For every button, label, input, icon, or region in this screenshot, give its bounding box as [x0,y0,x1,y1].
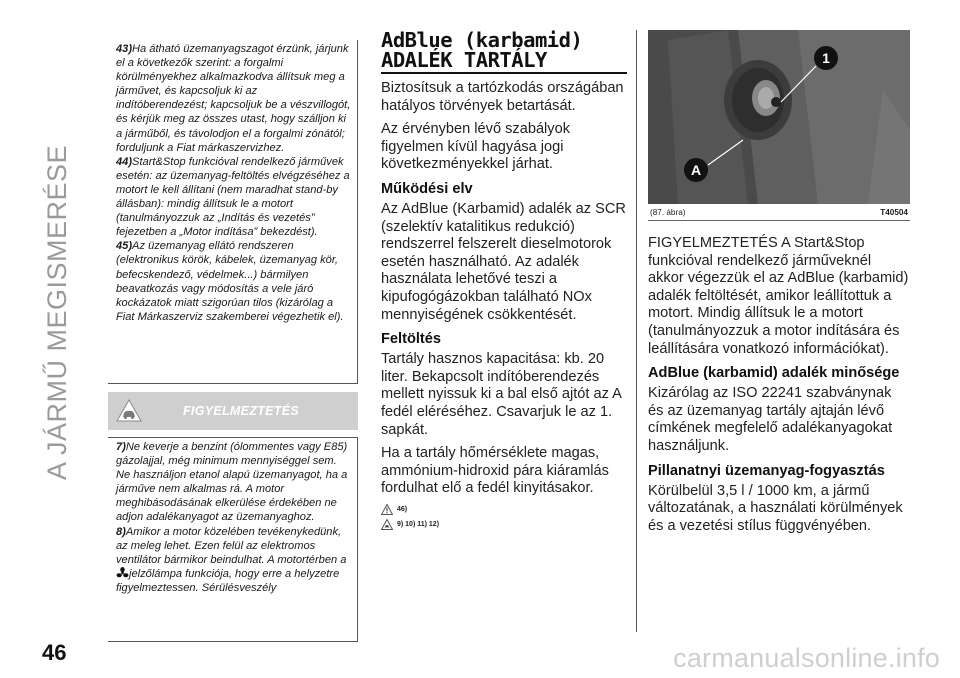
note-number: 44) [116,155,133,168]
page-number: 46 [42,640,67,665]
subheading-consumption: Pillanatnyi üzemanyag-fogyasztás [648,462,885,479]
note-text: Ne keverje a benzint (ólommentes vagy E85) gázolajjal, még minimum mennyiséggel sem. Ne használjon etanol alapú üzemanyagot, ha a járműve nem alkalmas rá. A motor meghibásodásának elkerülése érdekében ne adjon adalékanyagot az üzemanyaghoz. [116,441,348,524]
warning-triangle-icon [381,504,393,515]
paragraph: Biztosítsuk a tartózkodás országában hatályos törvények betartását. [381,80,624,114]
note-7 [116,440,351,525]
heading-line-1: AdBlue (karbamid) [381,28,583,52]
middle-column [381,30,631,530]
note-number: 43) [116,43,133,55]
paragraph: Tartály hasznos kapacitása: kb. 20 liter. Bekapcsolt indítóberendezés mellett nyissuk ki a bal első ajtót az A fedél eléréséhez. Csavarjuk le az 1. sapkát. [381,351,622,438]
warning-banner [108,392,358,430]
fan-icon [116,567,129,579]
note-8 [116,525,351,595]
note-number: 7) [116,441,126,453]
note-text: Start&Stop funkcióval rendelkező járművek esetén: az üzemanyag-feltöltés elvégzéséhez a motort le kell állítani (nem maradhat stand-by állásban): mindig állítsuk le a motort (tanulmányozzuk az „Indítás és vezetés” fejezetben a „Motor indítása” bekezdést). [116,155,350,239]
figure-number: (87. ábra) [650,208,686,217]
subheading-quality: AdBlue (karbamid) adalék minősége [648,365,900,382]
note-43 [116,42,351,155]
warning-title: FIGYELMEZTETÉS [182,404,299,418]
reference-row [381,504,631,515]
notes-box-top [108,40,358,384]
figure-caption [648,208,910,221]
figure-label-1: 1 [822,50,830,66]
reference-row [381,519,631,530]
heading-line-2: ADALÉK TARTÁLY [381,48,547,72]
paragraph: Az AdBlue (Karbamid) adalék az SCR (szelektív katalitikus redukció) rendszerrel felszerelt dieselmotorok esetén használható. Az adalék használata lehetővé teszi a kipufogógázokban található NOx mennyiségének csökkentését. [381,200,626,323]
figure-code: T40504 [880,208,908,217]
note-text: Ha átható üzemanyagszagot érzünk, járjunk el a következők szerint: a forgalmi körülményekhez alkalmazkodva állítsuk meg a járművet, és kapcsoljuk ki az indítóberendezést; kapcsoljuk be a vészvillogót, és kérjük meg az összes utast, hogy szálljon ki a járműből, és távolodjon el a forgalmi zónától; forduljunk a Fiat márkaszervizhez. [116,43,351,154]
section-side-title [28,12,88,612]
watermark: carmanualsonline.info [673,643,940,673]
figure-label-a: A [690,162,702,178]
reference-text: 9) 10) 11) 12) [397,520,440,528]
adblue-filler-figure [648,30,910,204]
note-44 [116,155,351,240]
car-warning-icon [114,396,144,426]
subheading-operation: Működési elv [381,180,473,197]
note-number: 8) [116,525,126,538]
paragraph: FIGYELMEZTETÉS A Start&Stop funkcióval rendelkező járműveknél akkor végezzük el az AdBlue (karbamid) adalék feltöltését, amikor leállítottuk a motort. Mindig állítsuk le a motort (tanulmányozzuk a motor indítására és leállítására vonatkozó információkat). [648,235,909,357]
caution-triangle-icon [381,519,393,530]
heading-rule [381,72,627,74]
paragraph: Az érvényben lévő szabályok figyelmen kívül hagyása jogi következményekkel járhat. [381,121,571,173]
column-divider [636,30,637,632]
note-text: jelzőlámpa funkciója, hogy erre a helyzetre figyelmeztessen. Sérülésveszély [116,567,340,594]
note-number: 45) [116,240,133,253]
note-45 [116,239,351,324]
section-title-text: A JÁRMŰ MEGISMERÉSE [42,144,73,480]
right-column [648,30,910,541]
notes-box-bottom [108,437,358,642]
paragraph: Ha a tartály hőmérséklete magas, ammónium-hidroxid pára kiáramlás fordulhat elő a fedél kinyitásakor. [381,445,609,497]
note-text: Amikor a motor közelében tevékenykedünk, az meleg lehet. Ezen felül az elektromos ventilátor bármikor beindulhat. A motortérben a [116,525,347,566]
note-text: Az üzemanyag ellátó rendszeren (elektronikus körök, kábelek, üzemanyag kör, befecskendező, védelmek...) bármilyen beavatkozás vagy módosítás a vele járó kockázatok miatt szigorúan tilos (kizárólag a Fiat Márkaszerviz szakemberei végezhetik el). [116,240,344,323]
section-heading [381,30,631,70]
reference-text: 46) [397,505,408,513]
subheading-refill: Feltöltés [381,331,442,348]
paragraph: Kizárólag az ISO 22241 szabványnak és az üzemanyag tartály ajtaján lévő címkének megfelelő adalékanyagokat használjunk. [648,385,893,454]
paragraph: Körülbelül 3,5 l / 1000 km, a jármű változatának, a használati körülmények és a vezetési stílus függvényében. [648,482,903,534]
